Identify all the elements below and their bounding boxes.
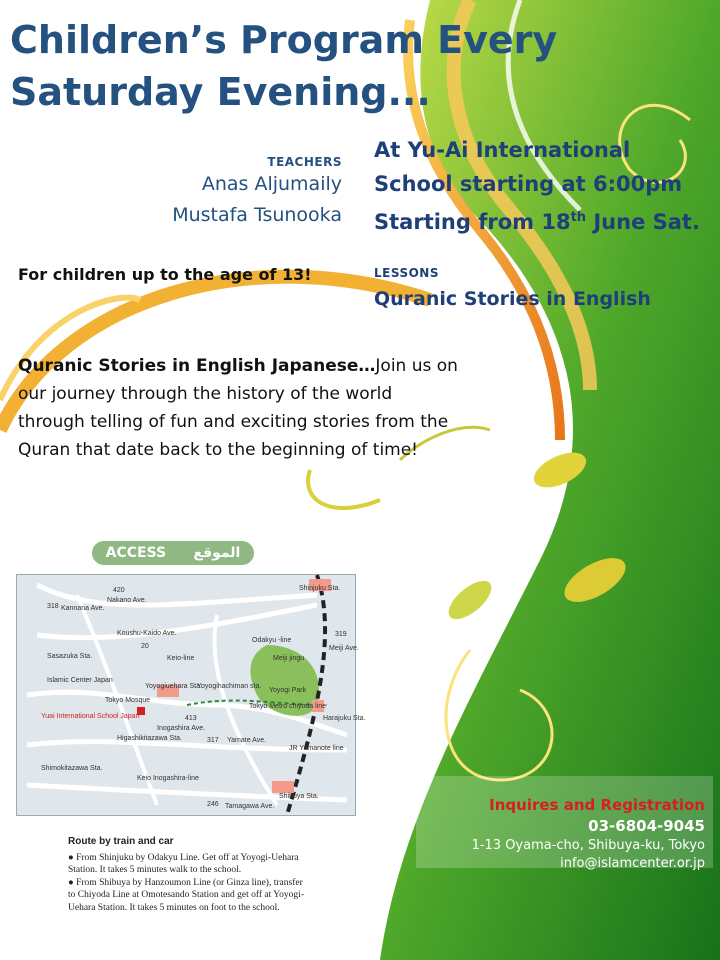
schedule-info [374, 133, 700, 239]
contact-heading: Inquires and Registration [489, 796, 705, 814]
contact-address: 1-13 Oyama-cho, Shibuya-ku, Tokyo [471, 838, 705, 853]
map-label: Shinjuku Sta. [299, 585, 341, 592]
description-text: Join us on our journey through the history of the world through telling of fun and exciting stories from the Quran that date back to the beginning of time! [18, 356, 458, 460]
program-description [18, 352, 463, 464]
map-label: Tokyo Metro chiyoda line [249, 703, 327, 710]
map-route-number: 317 [207, 737, 219, 744]
teacher-name: Mustafa Tsunooka [172, 204, 342, 226]
access-banner [92, 541, 254, 565]
access-map [16, 574, 366, 816]
map-label: Yoyogihachiman sta. [197, 683, 262, 690]
map-label: Meiji jingu [273, 655, 305, 662]
contact-email[interactable]: info@islamcenter.or.jp [560, 856, 705, 871]
map-label: Odakyu -line [252, 637, 292, 644]
description-lead: Quranic Stories in English Japanese… [18, 356, 376, 376]
map-route-number: 318 [47, 603, 59, 610]
map-label: Tokyo Mosque [105, 697, 151, 704]
teacher-name: Anas Aljumaily [201, 173, 342, 195]
teachers-block [172, 155, 342, 231]
map-label: Keio-line [167, 655, 195, 662]
access-label: ACCESS [105, 545, 167, 561]
map-label: Yoyogiuehara Sta. [145, 683, 202, 690]
map-label: Harajuku Sta. [323, 715, 366, 722]
access-label-arabic: الموقع [193, 545, 241, 561]
map-route-number: 413 [185, 715, 197, 722]
schedule-start-date: Starting from 18th June Sat. [374, 210, 700, 234]
map-label: Keio Inogashira-line [137, 775, 199, 782]
age-note: For children up to the age of 13! [18, 265, 312, 284]
route-item: ● From Shibuya by Hanzoumon Line (or Ginza line), transfer to Chiyoda Line at Omotesando Station and get off at Yoyogi-Uehara Station. It takes 5 minutes on foot to the school. [68, 877, 304, 913]
page-title: Children’s Program Every Saturday Evening... [10, 18, 558, 114]
map-route-number: 420 [113, 587, 125, 594]
map-label: Yuai International School Japan [41, 713, 140, 720]
lessons-value: Quranic Stories in English [374, 288, 651, 310]
map-label: Koushu-Kaido Ave. [117, 630, 177, 637]
schedule-venue: At Yu-Ai International [374, 138, 631, 162]
contact-phone[interactable]: 03-6804-9045 [588, 817, 705, 835]
map-route-number: 20 [141, 643, 149, 650]
route-directions [68, 836, 308, 914]
map-label: Nakano Ave. [107, 597, 147, 604]
map-label: Shimokitazawa Sta. [41, 765, 103, 772]
map-route-number: 319 [335, 631, 347, 638]
map-label: Islamic Center Japan [47, 677, 113, 684]
teachers-label: TEACHERS [267, 155, 342, 169]
contact-box [416, 776, 713, 871]
map-label: Yamate Ave. [227, 737, 267, 744]
map-label: Kannana Ave. [61, 605, 105, 612]
map-label: Higashikitazawa Sta. [117, 735, 182, 742]
map-label: Tamagawa Ave. [225, 803, 275, 810]
schedule-time: School starting at 6:00pm [374, 172, 683, 196]
map-label: Meiji Ave. [329, 645, 359, 652]
lessons-label: LESSONS [374, 266, 439, 280]
map-route-number: 246 [207, 801, 219, 808]
map-label: Shibuya Sta. [279, 793, 319, 800]
map-label: Yoyogi Park [269, 687, 307, 694]
map-label: JR Yamanote line [289, 745, 344, 752]
map-label: Sasazuka Sta. [47, 653, 93, 660]
lessons-block [374, 266, 651, 310]
route-item: ● From Shinjuku by Odakyu Line. Get off at Yoyogi-Uehara Station. It takes 5 minutes walk to the school. [68, 852, 299, 875]
map-label: Inogashira Ave. [157, 725, 206, 732]
route-heading: Route by train and car [68, 836, 174, 847]
